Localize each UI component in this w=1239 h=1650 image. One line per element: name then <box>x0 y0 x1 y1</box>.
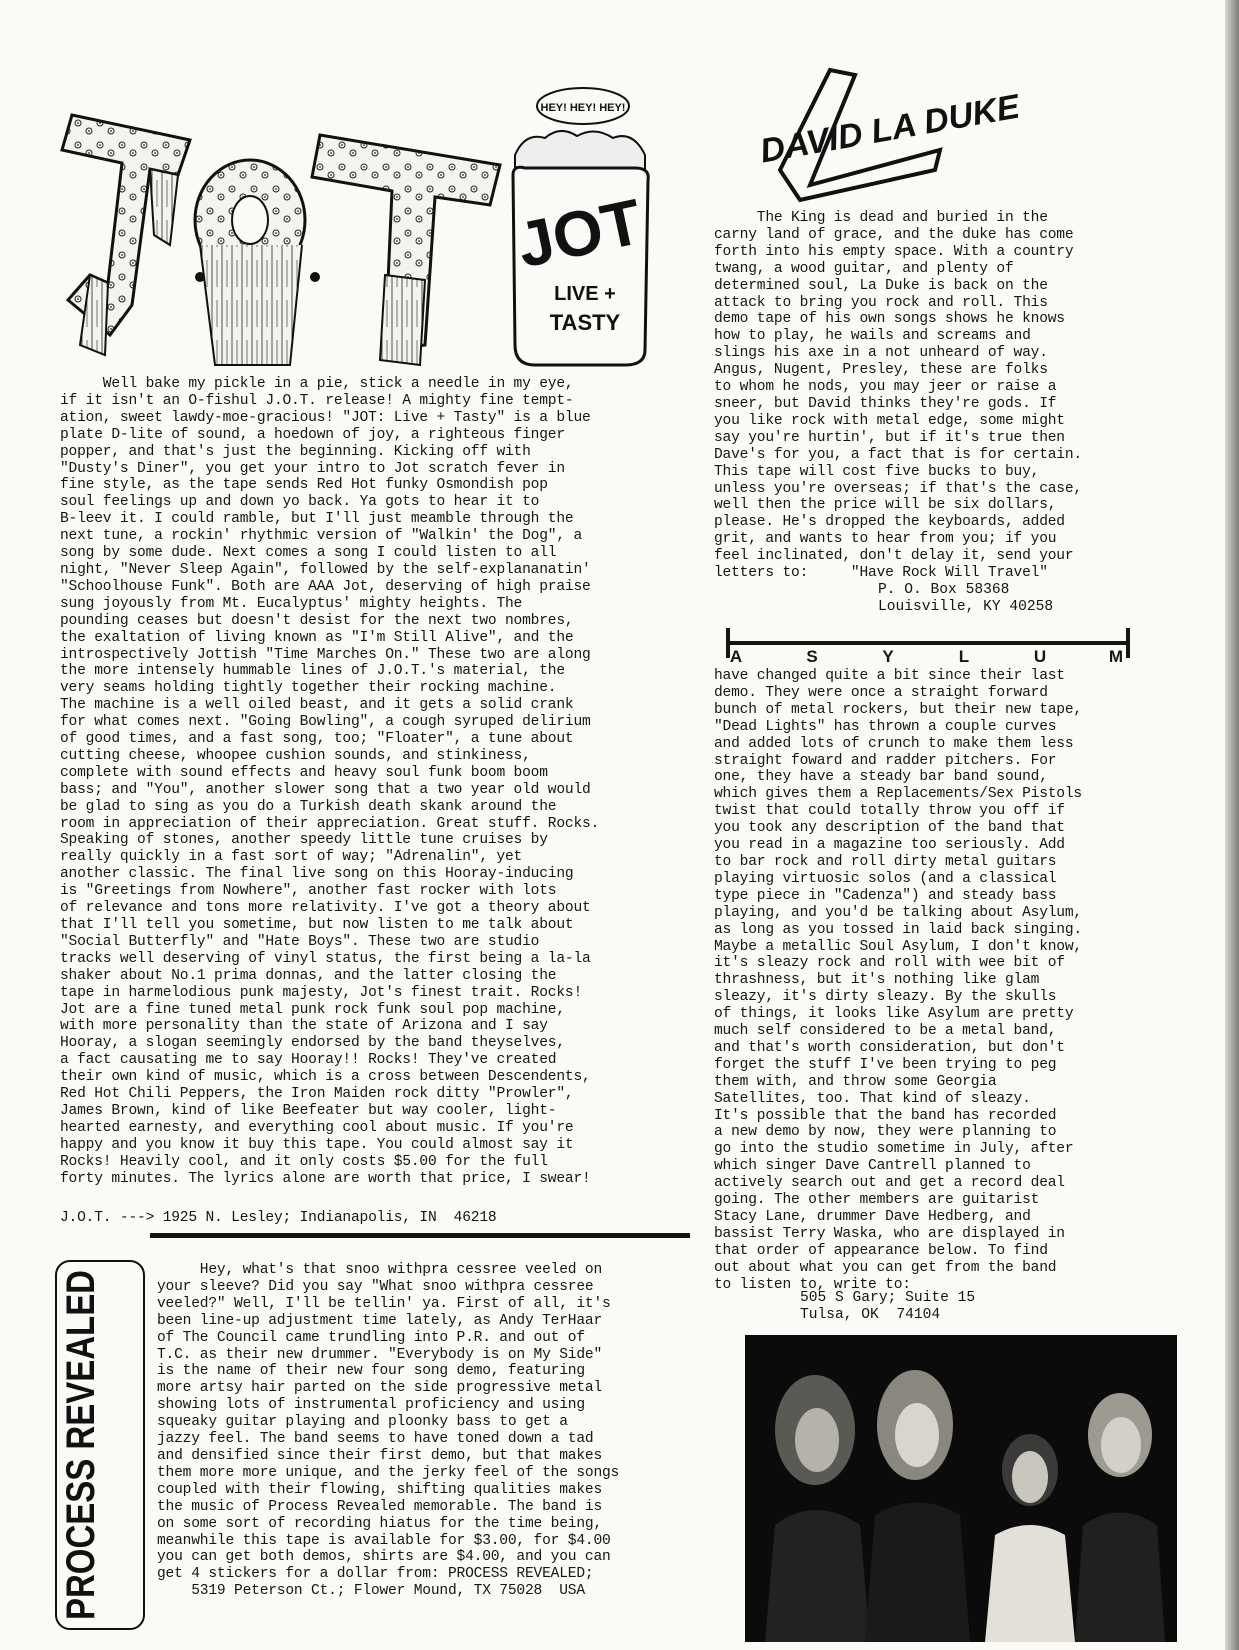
asylum-rule <box>726 641 1130 645</box>
process-revealed-logo <box>50 1195 150 1635</box>
text-line: forth into his empty space. With a country <box>714 243 1074 260</box>
text-line: playing virtuosic solos (and a classical <box>714 870 1057 887</box>
text-line: get 4 stickers for a dollar from: PROCESS REVEALED; <box>157 1566 594 1583</box>
text-line: unless you're overseas; if that's the case, <box>714 480 1082 497</box>
text-line: thrashness, but it's nothing like glam <box>714 972 1040 989</box>
address-line: Tulsa, OK 74104 <box>800 1307 941 1323</box>
text-line: the music of Process Revealed memorable. The band is <box>157 1498 602 1515</box>
text-line: veeled?" Well, I'll be tellin' ya. First of all, it's <box>157 1295 611 1312</box>
text-line: of good times, and a fast song, too; "Floater", a tune about <box>60 731 574 748</box>
text-line: Maybe a metallic Soul Asylum, I don't know, <box>714 938 1082 955</box>
text-line: and added lots of crunch to make them less <box>714 735 1074 752</box>
text-line: T.C. as their new drummer. "Everybody is on My Side" <box>157 1346 602 1363</box>
text-line: to bar rock and roll dirty metal guitars <box>714 853 1057 870</box>
text-line: that order of appearance below. To find <box>714 1242 1048 1259</box>
text-line: as long as you tossed in laid back singing. <box>714 921 1082 938</box>
text-line: been line-up adjustment time lately, as Andy TerHaar <box>157 1312 602 1329</box>
asylum-heading-letter: L <box>958 647 970 666</box>
text-line: tape in harmelodious punk majesty, Jot's finest trait. Rocks! <box>60 984 583 1001</box>
text-line: The machine is a well oiled beast, and it gets a solid crank <box>60 697 574 714</box>
text-line: out about what you can get from the band <box>714 1259 1057 1276</box>
text-line: fine style, as the tape sends Red Hot funky Osmondish pop <box>60 477 548 494</box>
text-line: you took any description of the band that <box>714 820 1065 837</box>
asylum-heading-letter: Y <box>882 647 894 666</box>
text-line: of relevance and tons more relativity. I've got a theory about <box>60 900 591 917</box>
text-line: if it isn't an O-fishul J.O.T. release! A mighty fine tempt- <box>60 392 574 409</box>
laduke-address <box>878 582 1053 616</box>
jot-review <box>60 376 599 1188</box>
text-line: "Dusty's Diner", you get your intro to Jot scratch fever in <box>60 460 565 477</box>
asylum-heading-letter: U <box>1033 647 1047 666</box>
text-line: Red Hot Chili Peppers, the Iron Maiden rock ditty "Prowler", <box>60 1086 574 1103</box>
svg-text:PROCESS REVEALED: PROCESS REVEALED <box>59 1195 103 1620</box>
text-line: bass; and "You", another slower song that a two year old would <box>60 781 591 798</box>
text-line: one, they have a steady bar band sound, <box>714 769 1048 786</box>
text-line: is the name of their new four song demo, featuring <box>157 1363 585 1380</box>
text-line: grit, and wants to hear from you; if you <box>714 531 1057 548</box>
text-line: playing, and you'd be talking about Asylum, <box>714 904 1082 921</box>
text-line: demo. They were once a straight forward <box>714 684 1048 701</box>
text-line: shaker about No.1 prima donnas, and the latter closing the <box>60 967 557 984</box>
text-line: you can get both demos, shirts are $4.00, and you can <box>157 1549 611 1566</box>
text-line: letters to: "Have Rock Will Travel" <box>714 565 1048 582</box>
text-line: on some sort of recording hiatus for the time being, <box>157 1515 602 1532</box>
process-revealed-review <box>157 1262 619 1600</box>
text-line: James Brown, kind of like Beefeater but way cooler, light- <box>60 1102 557 1119</box>
text-line: happy and you know it buy this tape. You could almost say it <box>60 1136 574 1153</box>
jot-logo <box>50 82 520 385</box>
text-line: their own kind of music, which is a cross between Descendents, <box>60 1069 591 1086</box>
address-line: Louisville, KY 40258 <box>878 599 1054 615</box>
text-line: sung joyously from Mt. Eucalyptus' mighty heights. The <box>60 595 523 612</box>
text-line: and densified since their first demo, but that makes <box>157 1447 602 1464</box>
text-line: a fact causating me to say Hooray!! Rocks! They've created <box>60 1052 557 1069</box>
text-line: coupled with their flowing, shifting qualities makes <box>157 1481 602 1498</box>
text-line: much self considered to be a metal band, <box>714 1023 1057 1040</box>
svg-text:HEY! HEY! HEY!: HEY! HEY! HEY! <box>540 102 626 114</box>
text-line: a new demo by now, they were planning to <box>714 1124 1057 1141</box>
text-line: forty minutes. The lyrics alone are worth that price, I swear! <box>60 1170 591 1187</box>
text-line: you like rock with metal edge, some might <box>714 412 1065 429</box>
text-line: going. The other members are guitarist <box>714 1192 1040 1209</box>
svg-text:JOT: JOT <box>511 185 648 282</box>
text-line: sleazy, it's dirty sleazy. By the skulls <box>714 989 1057 1006</box>
text-line: "Schoolhouse Funk". Both are AAA Jot, deserving of high praise <box>60 578 591 595</box>
text-line: Hooray, a slogan seemingly endorsed by the band theyselves, <box>60 1035 565 1052</box>
david-laduke-logo <box>757 50 1023 210</box>
text-line: actively search out and get a record deal <box>714 1175 1065 1192</box>
address-line: P. O. Box 58368 <box>878 582 1010 598</box>
text-line: jazzy feel. The band seems to have toned down a tad <box>157 1431 594 1448</box>
svg-text:J.O.T.: J.O.T. <box>50 82 108 100</box>
text-line: bunch of metal rockers, but their new tape, <box>714 701 1082 718</box>
text-line: your sleeve? Did you say "What snoo withpra cessree <box>157 1278 594 1295</box>
text-line: to listen to, write to: <box>714 1276 911 1293</box>
text-line: for what comes next. "Going Bowling", a cough syruped delirium <box>60 714 591 731</box>
text-line: feel inclinated, don't delay it, send your <box>714 548 1074 565</box>
asylum-heading-letter: A <box>729 647 743 666</box>
section-divider <box>150 1233 690 1238</box>
asylum-band-photo <box>745 1335 1177 1642</box>
text-line: really quickly in a fast sort of way; "Adrenalin", yet <box>60 849 523 866</box>
text-line: twang, a wood guitar, and plenty of <box>714 260 1014 277</box>
text-line: cutting cheese, whoopee cushion sounds, and stinkiness, <box>60 747 531 764</box>
text-line: have changed quite a bit since their last <box>714 668 1065 684</box>
text-line: slings his axe in a not unheard of way. <box>714 345 1048 362</box>
text-line: of things, it looks like Asylum are pretty <box>714 1006 1074 1023</box>
text-line: demo tape of his own songs shows he knows <box>714 311 1065 328</box>
text-line: is "Greetings from Nowhere", another fast rocker with lots <box>60 883 557 900</box>
text-line: very seams holding tightly together their rocking machine. <box>60 680 557 697</box>
text-line: the more intensely hummable lines of J.O.T.'s material, the <box>60 663 565 680</box>
text-line: Jot are a fine tuned metal punk rock funk soul pop machine, <box>60 1001 565 1018</box>
text-line: soul feelings up and down yo back. Ya gots to hear it to <box>60 494 540 511</box>
text-line: carny land of grace, and the duke has come <box>714 226 1074 243</box>
text-line: Angus, Nugent, Presley, these are folks <box>714 362 1048 379</box>
text-line: Stacy Lane, drummer Dave Hedberg, and <box>714 1209 1031 1225</box>
text-line: type piece in "Cadenza") and steady bass <box>714 887 1057 904</box>
text-line: bassist Terry Waska, who are displayed in <box>714 1225 1065 1242</box>
text-line: which singer Dave Cantrell planned to <box>714 1158 1031 1175</box>
text-line: please. He's dropped the keyboards, added <box>714 514 1065 531</box>
text-line: 5319 Peterson Ct.; Flower Mound, TX 75028 USA <box>157 1583 585 1600</box>
asylum-address <box>800 1290 975 1324</box>
text-line: another classic. The final live song on this Hooray-inducing <box>60 866 574 883</box>
text-line: It's possible that the band has recorded <box>714 1107 1057 1124</box>
page-edge-shadow <box>1225 0 1239 1650</box>
text-line: squeaky guitar playing and ploonky bass to get a <box>157 1414 568 1431</box>
text-line: which gives them a Replacements/Sex Pistols <box>714 786 1082 803</box>
text-line: the exaltation of living known as "I'm Still Alive", and the <box>60 629 574 646</box>
asylum-rule-right-cap <box>1126 628 1130 658</box>
text-line: with more personality than the state of Arizona and I say <box>60 1018 548 1035</box>
text-line: attack to bring you rock and roll. This <box>714 294 1048 311</box>
text-line: be glad to sing as you do a Turkish death skank around the <box>60 798 557 815</box>
text-line: forget the stuff I've been trying to peg <box>714 1056 1057 1073</box>
text-line: introspectively Jottish "Time Marches On." These two are along <box>60 646 591 663</box>
text-line: to whom he nods, you may jeer or raise a <box>714 379 1057 396</box>
text-line: This tape will cost five bucks to buy, <box>714 463 1040 480</box>
text-line: straight foward and radder pitchers. For <box>714 752 1057 769</box>
text-line: song by some dude. Next comes a song I could listen to all <box>60 545 557 562</box>
text-line: twist that could totally throw you off if <box>714 803 1065 820</box>
asylum-heading <box>726 647 1126 669</box>
asylum-review <box>714 668 1082 1294</box>
laduke-review <box>714 210 1082 582</box>
text-line: meanwhile this tape is available for $3.00, for $4.00 <box>157 1532 611 1549</box>
text-line: pounding ceases but doesn't desist for the next two nombres, <box>60 612 574 629</box>
text-line: popper, and that's just the beginning. Kicking off with <box>60 443 531 460</box>
text-line: well then the price will be six dollars, <box>714 497 1057 514</box>
text-line: The King is dead and buried in the <box>714 210 1048 226</box>
text-line: them with, and throw some Georgia <box>714 1073 997 1090</box>
text-line: plate D-lite of sound, a hoedown of joy, a righteous finger <box>60 426 565 443</box>
text-line: "Social Butterfly" and "Hate Boys". These two are studio <box>60 933 540 950</box>
text-line: Satellites, too. That kind of sleazy. <box>714 1090 1031 1107</box>
jot-address: J.O.T. ---> 1925 N. Lesley; Indianapolis, IN 46218 <box>60 1210 497 1226</box>
text-line: "Dead Lights" has thrown a couple curves <box>714 718 1057 735</box>
text-line: tracks well deserving of vinyl status, the first being a la-la <box>60 950 591 967</box>
text-line: showing lots of instrumental proficiency and using <box>157 1397 585 1414</box>
jot-live-tasty-artwork <box>505 80 655 375</box>
text-line: say you're hurtin', but if it's true then <box>714 429 1065 446</box>
address-line: 505 S Gary; Suite 15 <box>800 1290 976 1306</box>
text-line: Dave's for you, a fact that is for certain. <box>714 446 1082 463</box>
text-line: ation, sweet lawdy-moe-gracious! "JOT: Live + Tasty" is a blue <box>60 409 591 426</box>
text-line: B-leev it. I could ramble, but I'll just meamble through the <box>60 511 574 528</box>
text-line: sneer, but David thinks they're gods. If <box>714 395 1057 412</box>
text-line: hearted earnesty, and everything cool about music. If you're <box>60 1119 574 1136</box>
text-line: Speaking of stones, another speedy little tune cruises by <box>60 832 548 849</box>
svg-text:LIVE +: LIVE + <box>554 283 616 305</box>
text-line: Rocks! Heavily cool, and it only costs $5.00 for the full <box>60 1153 548 1170</box>
text-line: and that's worth consideration, but don't <box>714 1039 1065 1056</box>
asylum-heading-letter: M <box>1108 647 1124 666</box>
text-line: night, "Never Sleep Again", followed by the self-explananatin' <box>60 561 591 578</box>
text-line: next tune, a rockin' rhythmic version of "Walkin' the Dog", a <box>60 528 583 545</box>
text-line: them more more unique, and the jerky feel of the songs <box>157 1464 620 1481</box>
text-line: determined soul, La Duke is back on the <box>714 277 1048 294</box>
svg-text:TASTY: TASTY <box>549 310 621 335</box>
text-line: how to play, he wails and screams and <box>714 328 1031 345</box>
text-line: of The Council came trundling into P.R. and out of <box>157 1329 585 1346</box>
text-line: that I'll tell you sometime, but now listen to me talk about <box>60 917 574 933</box>
asylum-heading-letter: S <box>806 647 818 666</box>
text-line: it's sleazy rock and roll with wee bit of <box>714 955 1065 972</box>
text-line: complete with sound effects and heavy soul funk boom boom <box>60 764 548 781</box>
svg-text:DAVID LA DUKE: DAVID LA DUKE <box>757 87 1023 171</box>
text-line: Well bake my pickle in a pie, stick a needle in my eye, <box>60 376 574 392</box>
text-line: Hey, what's that snoo withpra cessree veeled on <box>157 1262 602 1278</box>
text-line: more artsy hair parted on the side progressive metal <box>157 1380 602 1397</box>
text-line: room in appreciation of their appreciation. Great stuff. Rocks. <box>60 815 600 832</box>
text-line: you read in a magazine too seriously. Add <box>714 837 1065 854</box>
text-line: go into the studio sometime in July, after <box>714 1141 1074 1158</box>
